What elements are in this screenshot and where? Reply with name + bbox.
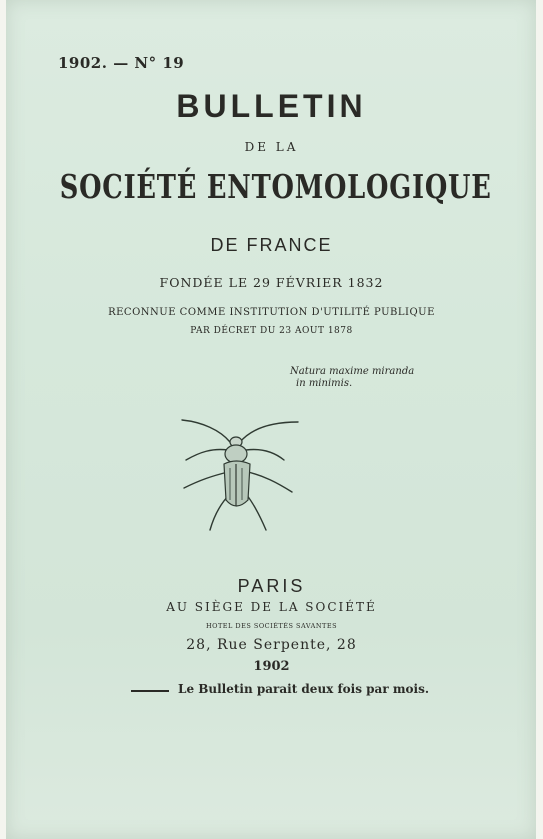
cover-de-france: DE FRANCE bbox=[210, 235, 333, 255]
hotel-line: HOTEL DES SOCIÉTÉS SAVANTES bbox=[205, 622, 338, 630]
divider-dash bbox=[131, 690, 169, 692]
cover-title: BULLETIN bbox=[176, 88, 367, 124]
latin-motto bbox=[290, 366, 414, 390]
issue-number: 1902. — N° 19 bbox=[58, 54, 185, 72]
frequency-note: Le Bulletin parait deux fois par mois. bbox=[178, 682, 430, 696]
decree-line: PAR DÉCRET DU 23 AOUT 1878 bbox=[190, 326, 353, 336]
recognition-line: RECONNUE COMME INSTITUTION D'UTILITÉ PUBLIQUE bbox=[108, 307, 435, 318]
motto-line-2: in minimis. bbox=[296, 378, 353, 389]
cover-de-la: DE LA bbox=[244, 140, 299, 154]
siege-line: AU SIÈGE DE LA SOCIÉTÉ bbox=[166, 600, 377, 614]
address-line: 28, Rue Serpente, 28 bbox=[186, 637, 357, 653]
founding-date: FONDÉE LE 29 FÉVRIER 1832 bbox=[159, 275, 384, 290]
city-name: PARIS bbox=[237, 576, 306, 596]
motto-line-1: Natura maxime miranda bbox=[290, 366, 415, 377]
society-name: SOCIÉTÉ ENTOMOLOGIQUE bbox=[59, 167, 492, 206]
beetle-icon bbox=[172, 412, 310, 540]
publication-year: 1902 bbox=[253, 659, 290, 674]
